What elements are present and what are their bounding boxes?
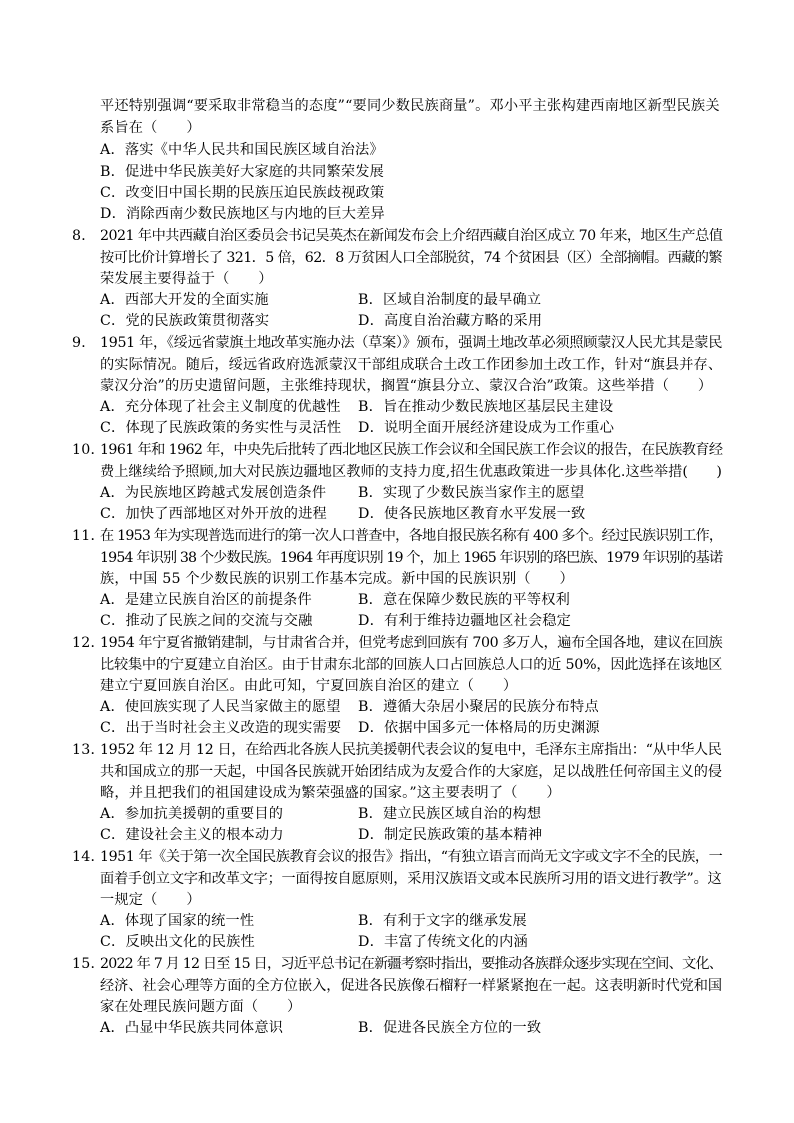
q9-number: 9． xyxy=(72,335,96,351)
q11-stem-line: 在 1953 年为实现普选而进行的第一次人口普查中，各地自报民族名称有 400 多个。经过民族识别工作， xyxy=(100,528,723,544)
q13-stem-line: 1952 年 12 月 12 日，在给西北各族人民抗美援朝代表会议的复电中，毛泽东主席指出：“从中华人民 xyxy=(100,742,722,758)
q13-number: 13． xyxy=(72,742,105,758)
q9-stem-line: 1951 年，《绥远省蒙旗土地改革实施办法（草案）》颁布，强调土地改革必须照顾蒙汉人民尤其是蒙民 xyxy=(100,335,723,351)
q14-stem-line: 1951 年《关于第一次全国民族教育会议的报告》指出，“有独立语言而尚无文字或文字不全的民族，一 xyxy=(100,849,723,865)
q7-option-d[interactable]: D．消除西南少数民族地区与内地的巨大差异 xyxy=(100,206,385,222)
q8-option-c[interactable]: C．党的民族政策贯彻落实 xyxy=(100,313,270,329)
q11-option-b[interactable]: B．意在保障少数民族的平等权利 xyxy=(358,592,571,608)
q11-stem-line: 族，中国 55 个少数民族的识别工作基本完成。新中国的民族识别（ ） xyxy=(100,571,574,587)
q15-stem-line: 经济、社会心理等方面的全方位嵌入，促进各民族像石榴籽一样紧紧抱在一起。这表明新时代党和国 xyxy=(100,978,723,994)
q7-stem-line: 系旨在（ ） xyxy=(100,120,201,136)
q9-option-d[interactable]: D．说明全面开展经济建设成为工作重心 xyxy=(358,420,615,436)
q14-option-c[interactable]: C．反映出文化的民族性 xyxy=(100,934,255,950)
q13-stem-line: 共和国成立的那一天起，中国各民族就开始团结成为友爱合作的大家庭，足以战胜任何帝国主义的侵 xyxy=(100,764,723,780)
q8-option-d[interactable]: D．高度自治治藏方略的采用 xyxy=(358,313,543,329)
q13-option-b[interactable]: B．建立民族区域自治的构想 xyxy=(358,806,542,822)
q10-stem-line: 1961 年和 1962 年，中央先后批转了西北地区民族工作会议和全国民族工作会议的报告，在民族教育经 xyxy=(100,442,723,458)
q8-option-a[interactable]: A．西部大开发的全面实施 xyxy=(100,292,269,308)
q11-option-d[interactable]: D．有利于维持边疆地区社会稳定 xyxy=(358,613,572,629)
q7-stem-line: 平还特别强调“要采取非常稳当的态度”“要同少数民族商量”。邓小平主张构建西南地区新型民族关 xyxy=(100,98,720,114)
q12-number: 12． xyxy=(72,635,105,651)
q10-stem-line: 费上继续给予照顾,加大对民族边疆地区教师的支持力度,招生优惠政策进一步具体化.这些举措( ) xyxy=(100,464,722,480)
q8-option-b[interactable]: B．区域自治制度的最早确立 xyxy=(358,292,542,308)
q15-stem-line: 2022 年 7 月 12 日至 15 日，习近平总书记在新疆考察时指出，要推动各族群众逐步实现在空间、文化、 xyxy=(100,956,723,972)
q11-option-c[interactable]: C．推动了民族之间的交流与交融 xyxy=(100,613,313,629)
q8-stem-line: 按可比价计算增长了 321．5 倍，62．8 万贫困人口全部脱贫，74 个贫困县（区）全部摘帽。西藏的繁 xyxy=(100,250,722,266)
q13-option-a[interactable]: A．参加抗美援朝的重要目的 xyxy=(100,806,284,822)
q10-option-b[interactable]: B．实现了少数民族当家作主的愿望 xyxy=(358,485,585,501)
q14-option-b[interactable]: B．有利于文字的继承发展 xyxy=(358,913,527,929)
q14-number: 14． xyxy=(72,849,105,865)
q10-option-a[interactable]: A．为民族地区跨越式发展创造条件 xyxy=(100,485,327,501)
q14-option-d[interactable]: D．丰富了传统文化的内涵 xyxy=(358,934,528,950)
q8-number: 8． xyxy=(72,228,96,244)
q12-option-d[interactable]: D．依据中国多元一体格局的历史渊源 xyxy=(358,720,600,736)
q15-option-a[interactable]: A．凸显中华民族共同体意识 xyxy=(100,1020,284,1036)
q15-number: 15． xyxy=(72,956,105,972)
q7-option-c[interactable]: C．改变旧中国长期的民族压迫民族歧视政策 xyxy=(100,185,385,201)
q11-number: 11． xyxy=(72,528,105,544)
q7-option-b[interactable]: B．促进中华民族美好大家庭的共同繁荣发展 xyxy=(100,164,384,180)
q9-option-a[interactable]: A．充分体现了社会主义制度的优越性 xyxy=(100,399,341,415)
q14-stem-line: 面着手创立文字和改革文字；一面得按自愿原则，采用汉族语文或本民族所习用的语文进行教学”。这 xyxy=(100,871,722,887)
q14-stem-line: 一规定（ ） xyxy=(100,892,201,908)
q12-option-a[interactable]: A．使回族实现了人民当家做主的愿望 xyxy=(100,699,341,715)
q13-stem-line: 略，并且把我们的祖国建设成为繁荣强盛的国家。”这主要表明了（ ） xyxy=(100,785,561,801)
q10-number: 10． xyxy=(72,442,105,458)
q9-stem-line: 的实际情况。随后，绥远省政府选派蒙汉干部组成联合土改工作团参加土改工作，针对“旗县并存、 xyxy=(100,357,723,373)
q11-stem-line: 1954 年识别 38 个少数民族。1964 年再度识别 19 个，加上 1965 年识别的珞巴族、1979 年识别的基诺 xyxy=(100,550,723,566)
q13-option-d[interactable]: D．制定民族政策的基本精神 xyxy=(358,827,543,843)
q9-stem-line: 蒙汉分治”的历史遗留问题，主张维持现状，搁置“旗县分立、蒙汉合治”政策。这些举措（ ） xyxy=(100,378,713,394)
q9-option-b[interactable]: B．旨在推动少数民族地区基层民主建设 xyxy=(358,399,614,415)
q7-option-a[interactable]: A．落实《中华人民共和国民族区域自治法》 xyxy=(100,142,384,158)
q9-option-c[interactable]: C．体现了民族政策的务实性与灵活性 xyxy=(100,420,342,436)
q10-option-d[interactable]: D．使各民族地区教育水平发展一致 xyxy=(358,506,586,522)
q13-option-c[interactable]: C．建设社会主义的根本动力 xyxy=(100,827,284,843)
q15-stem-line: 家在处理民族问题方面（ ） xyxy=(100,999,302,1015)
q14-option-a[interactable]: A．体现了国家的统一性 xyxy=(100,913,255,929)
q12-stem-line: 1954 年宁夏省撤销建制，与甘肃省合并，但党考虑到回族有 700 多万人，遍布全国各地，建议在回族 xyxy=(100,635,723,651)
q12-stem-line: 比较集中的宁夏建立自治区。由于甘肃东北部的回族人口占回族总人口的近 50%，因此选择在该地区 xyxy=(100,657,723,673)
q12-option-b[interactable]: B．遵循大杂居小聚居的民族分布特点 xyxy=(358,699,599,715)
q11-option-a[interactable]: A．是建立民族自治区的前提条件 xyxy=(100,592,312,608)
q8-stem-line: 荣发展主要得益于（ ） xyxy=(100,271,273,287)
q12-option-c[interactable]: C．出于当时社会主义改造的现实需要 xyxy=(100,720,342,736)
q15-option-b[interactable]: B．促进各民族全方位的一致 xyxy=(358,1020,542,1036)
q12-stem-line: 建立宁夏回族自治区。由此可知，宁夏回族自治区的建立（ ） xyxy=(100,678,518,694)
q10-option-c[interactable]: C．加快了西部地区对外开放的进程 xyxy=(100,506,327,522)
q8-stem-line: 2021 年中共西藏自治区委员会书记吴英杰在新闻发布会上介绍西藏自治区成立 70 年来，地区生产总值 xyxy=(100,228,723,244)
